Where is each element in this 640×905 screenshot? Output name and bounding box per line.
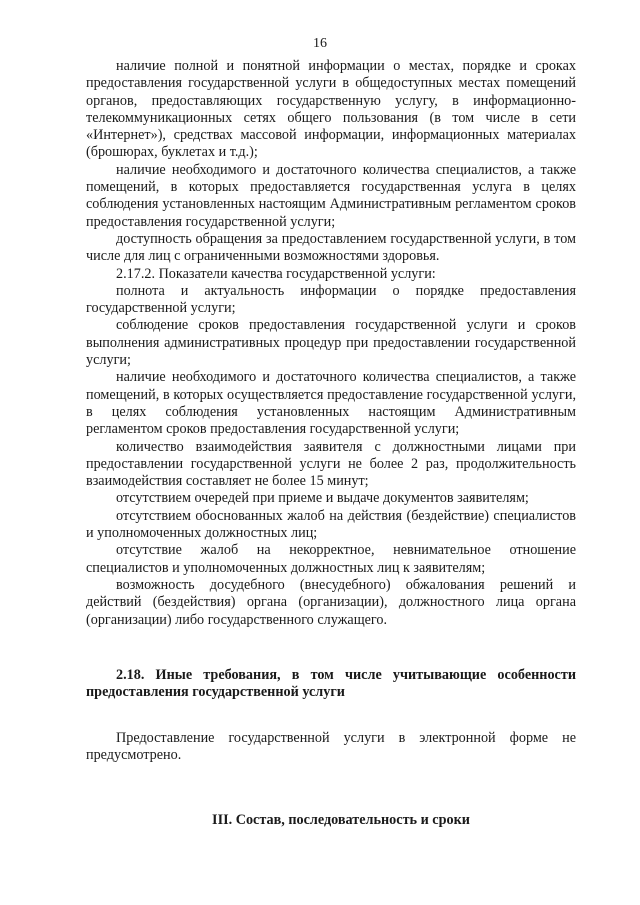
paragraph-pretrial-appeal: возможность досудебного (внесудебного) обжалования решений и действий (бездействия) органа (организации), должностного лица органа (организации) либо государственного служащего. bbox=[86, 576, 576, 628]
paragraph-information-availability: наличие полной и понятной информации о местах, порядке и сроках предоставления государственной услуги в общедоступных местах помещений органов, предоставляющих государственную услугу, в информационно-телекоммуникационных сетях общего пользования (в том числе в сети «Интернет»), средствах массовой информации, информационных материалах (брошюрах, буклетах и т.д.); bbox=[86, 58, 576, 161]
paragraph-no-justified-complaints: отсутствием обоснованных жалоб на действия (бездействие) специалистов и уполномоченных должностных лиц; bbox=[86, 507, 576, 542]
page-number: 16 bbox=[313, 36, 327, 51]
subsection-heading-2-17-2: 2.17.2. Показатели качества государственной услуги: bbox=[116, 265, 436, 282]
document-body bbox=[86, 58, 576, 830]
paragraph-no-queues: отсутствием очередей при приеме и выдаче документов заявителям; bbox=[116, 490, 529, 507]
section-heading-2-18: 2.18. Иные требования, в том числе учитывающие особенности предоставления государственной услуги bbox=[86, 666, 576, 701]
paragraph-deadlines-compliance: соблюдение сроков предоставления государственной услуги и сроков выполнения административных процедур при предоставлении государственной услуги; bbox=[86, 317, 576, 369]
paragraph-staff-sufficiency: наличие необходимого и достаточного количества специалистов, а также помещений, в которых осуществляется предоставление государственной услуги, в целях соблюдения установленных настоящим Административным регламентом сроков предоставления государственной услуги; bbox=[86, 369, 576, 438]
section-title-iii: III. Состав, последовательность и сроки bbox=[212, 812, 470, 829]
paragraph-accessibility: доступность обращения за предоставлением государственной услуги, в том числе для лиц с ограниченными возможностями здоровья. bbox=[86, 230, 576, 265]
paragraph-staff-and-premises: наличие необходимого и достаточного количества специалистов, а также помещений, в которых предоставляется государственная услуга в целях соблюдения установленных настоящим Административным регламентом сроков предоставления государственной услуги; bbox=[86, 161, 576, 230]
paragraph-information-completeness: полнота и актуальность информации о порядке предоставления государственной услуги; bbox=[86, 282, 576, 317]
paragraph-no-incorrect-treatment-complaints: отсутствие жалоб на некорректное, невнимательное отношение специалистов и уполномоченных должностных лиц к заявителям; bbox=[86, 542, 576, 576]
paragraph-electronic-form: Предоставление государственной услуги в электронной форме не предусмотрено. bbox=[86, 729, 576, 764]
paragraph-interaction-count: количество взаимодействия заявителя с должностными лицами при предоставлении государственной услуги не более 2 раз, продолжительность взаимодействия составляет не более 15 минут; bbox=[86, 438, 576, 490]
